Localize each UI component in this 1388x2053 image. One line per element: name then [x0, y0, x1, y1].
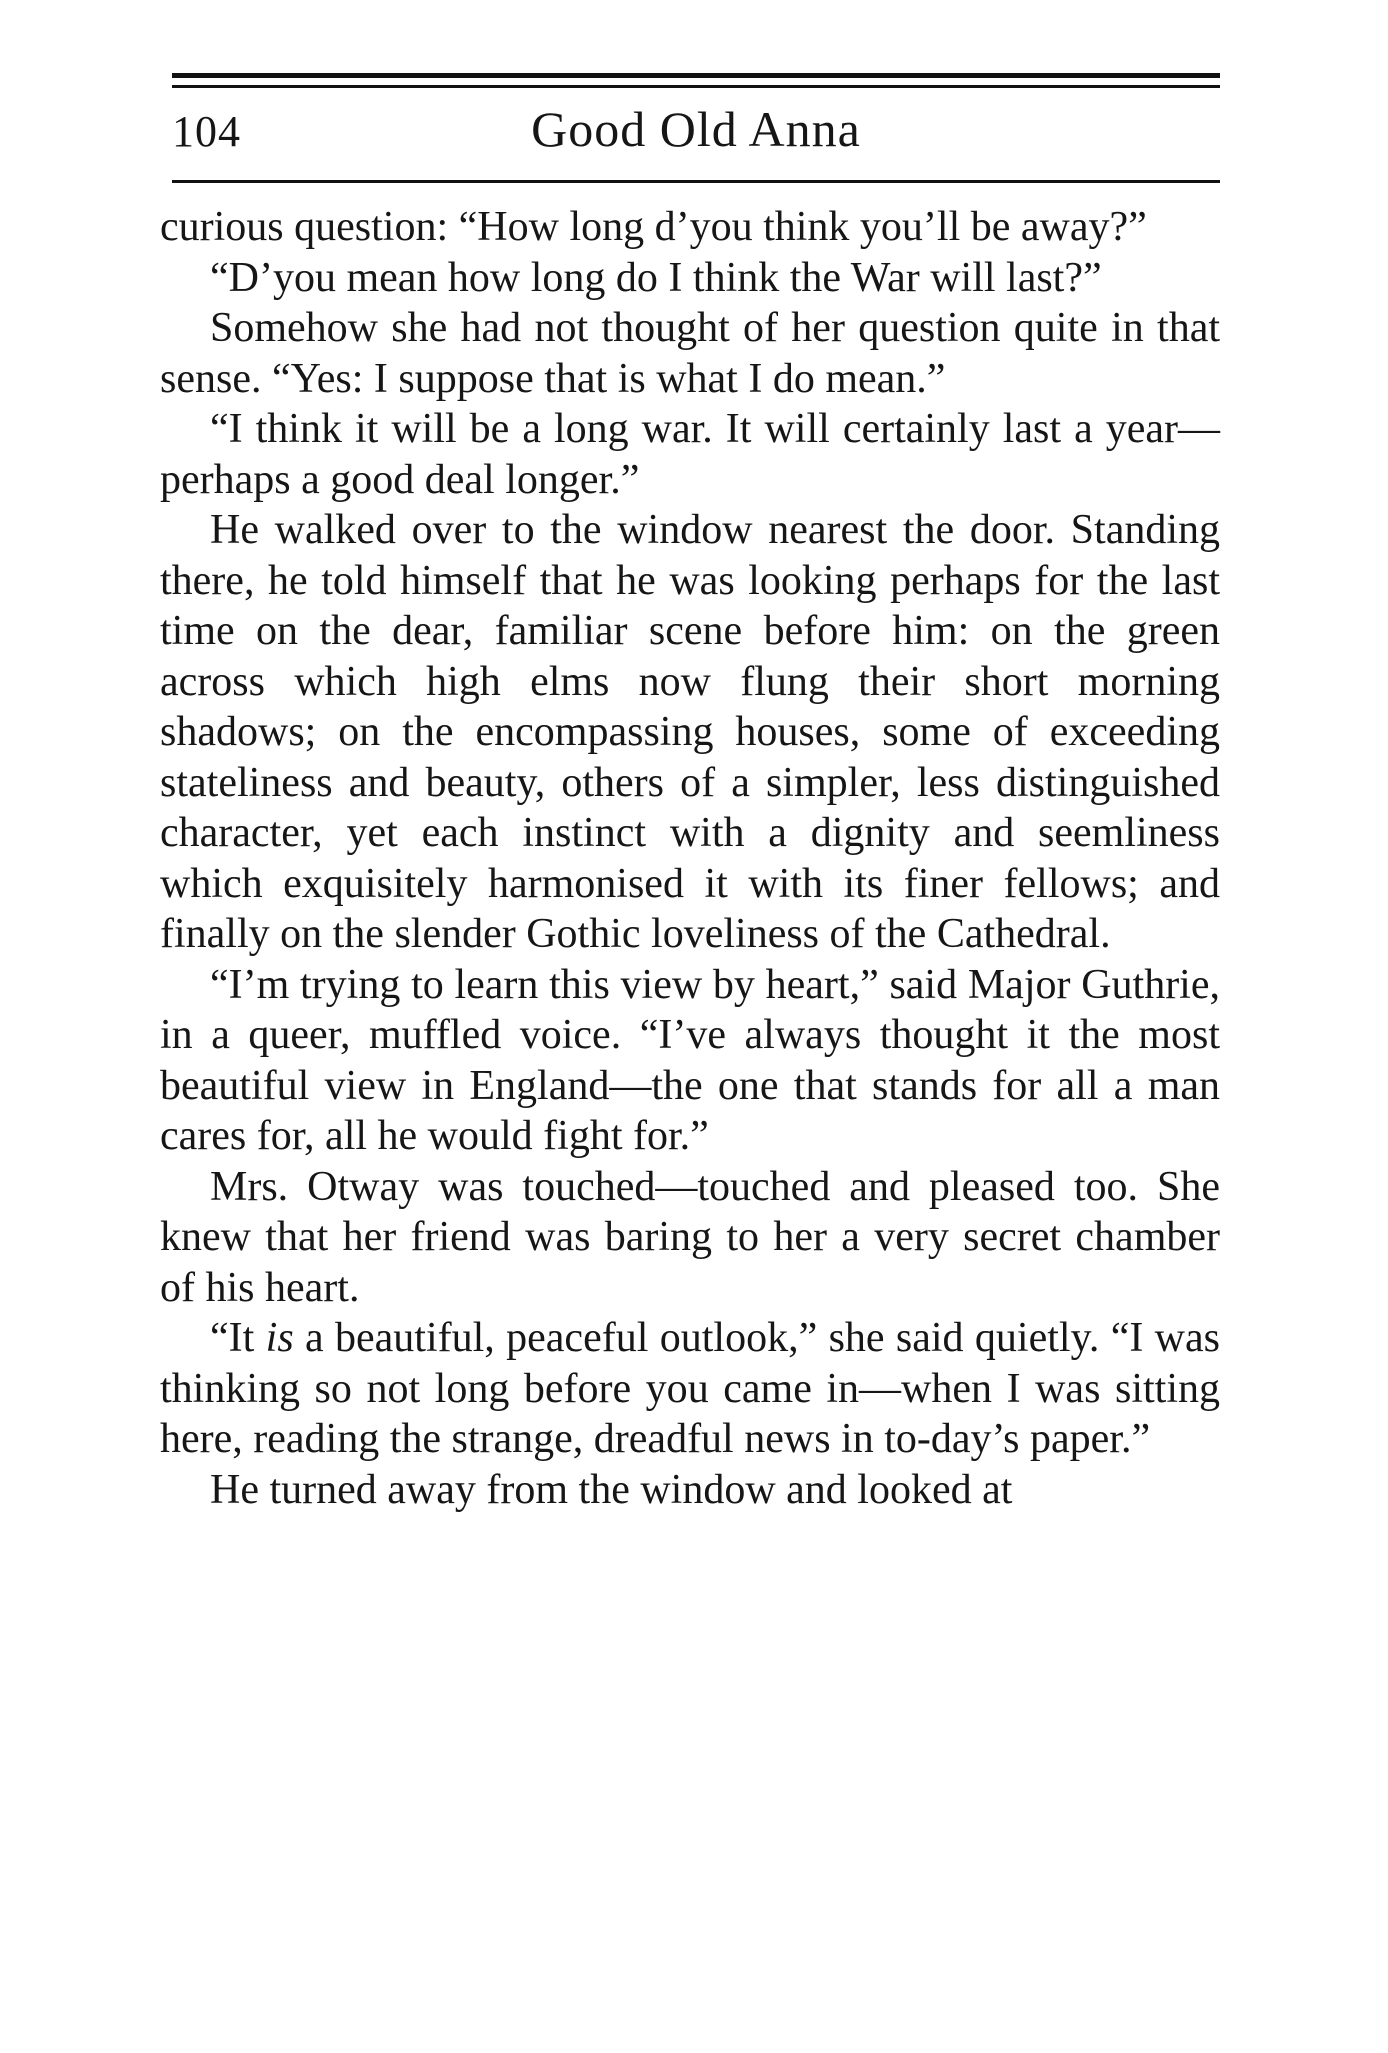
paragraph-7: Mrs. Otway was touched—touched and pleased too. She knew that her friend was baring to her a very secret chamber of his heart. [160, 1163, 1220, 1311]
body-text [160, 202, 1220, 1515]
paragraph-8-before: “It [210, 1315, 266, 1361]
header-rule-top-thick [172, 73, 1220, 78]
paragraph-8-after: a beautiful, peaceful outlook,” she said quietly. “I was thinking so not long before you came in—when I was sitting here, reading the strange, dreadful news in to-day’s paper.” [160, 1315, 1220, 1462]
page-number: 104 [172, 107, 241, 156]
header-rule-bottom [172, 180, 1220, 183]
paragraph-6: “I’m trying to learn this view by heart,” said Major Guthrie, in a queer, muffled voice. “I’ve always thought it the most beautiful view in England—the one that stands for all a man cares for, all he would fight for.” [160, 961, 1220, 1159]
paragraph-8-emphasis: is [265, 1315, 294, 1361]
page-header [172, 98, 1220, 174]
paragraph-2: “D’you mean how long do I think the War will last?” [210, 254, 1102, 301]
running-title: Good Old Anna [531, 101, 861, 157]
header-rule-top-thin [172, 85, 1220, 88]
paragraph-3: Somehow she had not thought of her question quite in that sense. “Yes: I suppose that is what I do mean.” [160, 305, 1220, 402]
paragraph-4: “I think it will be a long war. It will certainly last a year—perhaps a good deal longer.” [160, 406, 1220, 503]
paragraph-9: He turned away from the window and looked at [210, 1466, 1013, 1513]
paragraph-5: He walked over to the window nearest the door. Standing there, he told himself that he was looking perhaps for the last time on the dear, familiar scene before him: on the green across which high elms now flung their short morning shadows; on the encompassing houses, some of exceeding stateliness and beauty, others of a simpler, less distinguished character, yet each instinct with a dignity and seemliness which exquisitely harmonised it with its finer fellows; and finally on the slender Gothic loveliness of the Cathedral. [160, 507, 1220, 957]
paragraph-8 [160, 1313, 1220, 1465]
paragraph-1: curious question: “How long d’you think you’ll be away?” [160, 204, 1147, 250]
